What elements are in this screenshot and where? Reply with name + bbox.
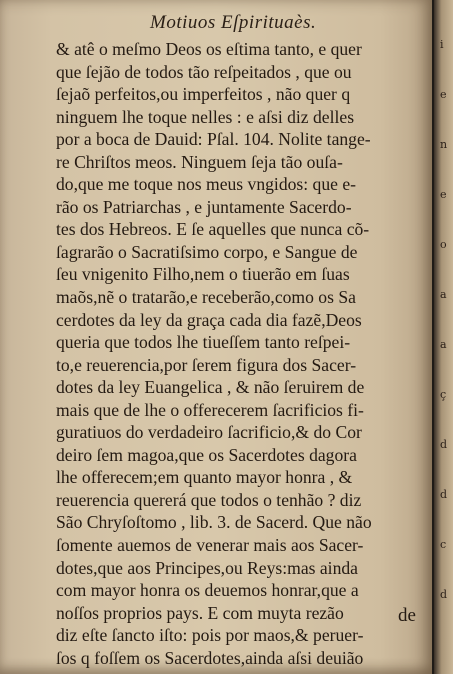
text-line: ſejaõ perfeitos,ou imperfeitos , não quer q bbox=[56, 84, 351, 105]
facing-page-glyph: a bbox=[440, 338, 447, 351]
text-line: ſeu vnigenito Filho,nem o tiuerão em ſuas bbox=[56, 264, 350, 285]
facing-page-glyph: d bbox=[440, 488, 448, 501]
facing-page-glyph: n bbox=[440, 138, 448, 151]
text-line: tes dos Hebreos. E ſe aquelles que nunca cõ- bbox=[56, 219, 370, 240]
page-body-text bbox=[56, 38, 422, 669]
text-line: & atê o meſmo Deos os eſtima tanto, e quer bbox=[56, 39, 362, 59]
facing-page-edge bbox=[434, 0, 453, 674]
catchword: de bbox=[398, 605, 416, 626]
text-line: noſſos proprios pays. E com muyta rezão bbox=[56, 602, 344, 623]
text-line: rão os Patriarchas , e juntamente Sacerdo- bbox=[56, 196, 352, 217]
text-line: to,e reuerencia,por ſerem figura dos Sacer- bbox=[56, 354, 357, 375]
text-line: mais que de lhe o offerecerem ſacrificios fi- bbox=[56, 399, 364, 420]
text-line: com mayor honra os deuemos honrar,que a bbox=[56, 580, 359, 601]
text-line: por a boca de Dauid: Pſal. 104. Nolite tange- bbox=[56, 129, 371, 150]
facing-page-glyph: a bbox=[440, 288, 447, 301]
text-line: cerdotes da ley da graça cada dia fazẽ,Deos bbox=[56, 309, 362, 330]
text-line: re Chriſtos meos. Ninguem ſeja tão ouſa- bbox=[56, 151, 343, 172]
text-line: ſos q foſſem os Sacerdotes,ainda aſsi deuião bbox=[56, 647, 364, 668]
text-line: lhe offerecem;em quanto mayor honra , & bbox=[56, 467, 353, 488]
facing-page-glyph: d bbox=[440, 588, 448, 601]
text-line: dotes da ley Euangelica , & não ſeruirem de bbox=[56, 377, 365, 398]
page-header bbox=[0, 4, 432, 40]
text-line: ſomente auemos de venerar mais aos Sacer- bbox=[56, 535, 364, 556]
facing-page-glyph: o bbox=[440, 238, 447, 251]
text-line: São Chryſoſtomo , lib. 3. de Sacerd. Que não bbox=[56, 512, 372, 533]
text-line: maõs,nẽ o tratarão,e receberão,como os Sa bbox=[56, 287, 356, 308]
text-line: que ſejão de todos tão reſpeitados , que ou bbox=[56, 61, 352, 82]
text-line: do,que me toque nos meus vngidos: que e- bbox=[56, 174, 357, 195]
running-head: Motiuos Eſpirituaès. bbox=[150, 12, 317, 33]
facing-page-glyph: e bbox=[440, 188, 447, 201]
text-line: queria que todos lhe tiueſſem tanto reſpei- bbox=[56, 332, 351, 353]
text-line: ſagrarão o Sacratiſsimo corpo, e Sangue de bbox=[56, 241, 358, 262]
facing-page-glyph: i bbox=[440, 38, 444, 51]
text-line: diz eſte ſancto iſto: pois por maos,& peruer- bbox=[56, 625, 364, 646]
text-line: ninguem lhe toque nelles : e aſsi diz delles bbox=[56, 106, 355, 127]
facing-page-glyph: d bbox=[440, 438, 448, 451]
facing-page-glyph: e bbox=[440, 88, 447, 101]
text-line: reuerencia quererá que todos o tenhão ? diz bbox=[56, 489, 362, 510]
facing-page-glyph: c bbox=[440, 538, 447, 551]
text-line: deiro ſem magoa,que os Sacerdotes dagora bbox=[56, 444, 357, 465]
text-line: guratiuos do verdadeiro ſacrificio,& do Cor bbox=[56, 422, 362, 443]
facing-page-glyph: ç bbox=[440, 388, 447, 401]
text-line: dotes,que aos Principes,ou Reys:mas ainda bbox=[56, 557, 358, 578]
